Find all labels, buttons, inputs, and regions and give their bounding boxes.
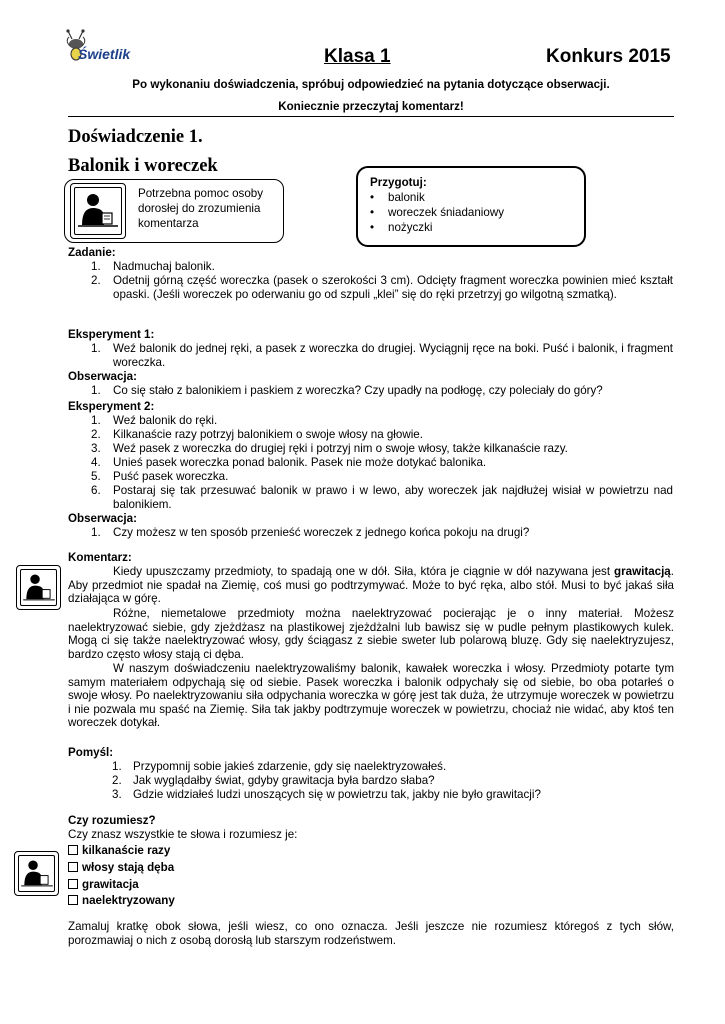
item-text: Puść pasek woreczka. <box>113 470 229 483</box>
item-text: Przypomnij sobie jakieś zdarzenie, gdy się naelektryzowałeś. <box>133 760 447 773</box>
item-text: Weź pasek z woreczka do drugiej ręki i potrzyj nim o swoje włosy, także kilkanaście razy. <box>113 442 568 455</box>
prepare-title: Przygotuj: <box>370 176 427 189</box>
obs1-heading: Obserwacja: <box>68 370 137 383</box>
item-text: Weź balonik do jednej ręki, a pasek z woreczka do drugiej. Wyciągnij ręce na boki. Puść i balonik, i fragment woreczka. <box>113 342 673 369</box>
prepare-item-label: nożyczki <box>388 221 433 234</box>
comment-keyword: grawitacją <box>614 565 671 578</box>
item-number: 1. <box>91 414 101 427</box>
swietlik-logo <box>64 28 144 72</box>
checkbox-icon[interactable] <box>68 895 78 905</box>
comment-paragraph-1 <box>68 565 674 606</box>
exp2-heading: Eksperyment 2: <box>68 400 155 413</box>
exp1-heading: Eksperyment 1: <box>68 328 155 341</box>
item-number: 1. <box>91 260 101 273</box>
adult-help-icon <box>14 851 59 896</box>
item-text: Gdzie widziałeś ludzi unoszących się w powietrzu tak, jakby nie było grawitacji? <box>133 788 541 801</box>
help-note-text: Potrzebna pomoc osoby dorosłej do zrozumienia komentarza <box>138 187 264 230</box>
comment-text: Kiedy upuszczamy przedmioty, to spadają one w dół. Siła, która je ciągnie w dół nazywana jest <box>113 565 615 578</box>
comment-paragraph-2: Różne, niemetalowe przedmioty można naelektryzować pocierając je o inny materiał. Możesz naelektryzować siebie, gdy zjeżdżasz na plastikowej zjeżdżalni lub bawisz się w pudle pełnym plastikowych kulek. Mogą ci się także naelektryzować włosy, gdy ściągasz z siebie sweter lub polarową bluzę. Gdy się naelektryzujesz, bardzo często włosy stają ci dęba. <box>68 607 674 661</box>
item-text: Kilkanaście razy potrzyj balonikiem o swoje włosy na głowie. <box>113 428 423 441</box>
adult-help-icon <box>16 565 61 610</box>
logo-text: Świetlik <box>78 46 131 62</box>
item-text: Weź balonik do ręki. <box>113 414 218 427</box>
prepare-item-label: balonik <box>388 191 425 204</box>
item-number: 2. <box>91 428 101 441</box>
item-number: 1. <box>91 384 101 397</box>
item-text: Czy możesz w ten sposób przenieść woreczek z jednego końca pokoju na drugi? <box>113 526 530 539</box>
checkbox-icon[interactable] <box>68 845 78 855</box>
item-number: 4. <box>91 456 101 469</box>
item-number: 3. <box>91 442 101 455</box>
obs2-heading: Obserwacja: <box>68 512 137 525</box>
warning-line: Koniecznie przeczytaj komentarz! <box>278 100 464 113</box>
word-label: włosy stają dęba <box>82 861 175 874</box>
item-number: 1. <box>112 760 122 773</box>
word-label: kilkanaście razy <box>82 844 171 857</box>
understand-heading: Czy rozumiesz? <box>68 814 156 827</box>
word-checkbox-row[interactable] <box>68 844 170 858</box>
class-title: Klasa 1 <box>324 46 391 67</box>
comment-text: . Aby przedmiot nie spadał na Ziemię, coś musi go podtrzymywać. Może to być ręka, albo stół. Musi to być jakaś siła działająca w górę. <box>68 565 674 606</box>
header-divider <box>68 116 674 117</box>
instruction-line: Po wykonaniu doświadczenia, spróbuj odpowiedzieć na pytania dotyczące obserwacji. <box>132 78 610 91</box>
item-number: 2. <box>112 774 122 787</box>
item-number: 3. <box>112 788 122 801</box>
item-text: Nadmuchaj balonik. <box>113 260 215 273</box>
word-label: grawitacja <box>82 878 139 891</box>
word-checkbox-row[interactable] <box>68 861 174 875</box>
adult-help-icon <box>70 183 126 239</box>
item-number: 5. <box>91 470 101 483</box>
understand-question: Czy znasz wszystkie te słowa i rozumiesz je: <box>68 828 298 841</box>
item-text: Postaraj się tak przesuwać balonik w prawo i w lewo, aby woreczek jak najdłużej wisiał w powietrzu nad balonikiem. <box>113 484 673 511</box>
item-number: 1. <box>91 526 101 539</box>
item-text: Jak wyglądałby świat, gdyby grawitacja była bardzo słaba? <box>133 774 435 787</box>
comment-paragraph-3: W naszym doświadczeniu naelektryzowaliśmy balonik, kawałek woreczka i włosy. Przedmioty potarte tym samym materiałem odpychają się od siebie. Pasek woreczka i balonik odpychały się od siebie, bo oba potarłeś o swoje włosy. Po naelektryzowaniu siła odpychania woreczka w górę jest tak duża, że utrzymuje woreczek w powietrzu i nie pozwala mu spaść na Ziemię. Siła tak jakby podtrzymuje woreczek w powietrzu, chociaż nie widać, aby ktoś ten woreczek dotykał. <box>68 662 674 730</box>
item-number: 6. <box>91 484 101 497</box>
task-heading: Zadanie: <box>68 246 116 259</box>
experiment-subtitle: Balonik i woreczek <box>68 156 218 176</box>
contest-title: Konkurs 2015 <box>546 46 671 67</box>
word-checkbox-row[interactable] <box>68 878 139 892</box>
checkbox-icon[interactable] <box>68 862 78 872</box>
prepare-item-label: woreczek śniadaniowy <box>388 206 504 219</box>
item-text: Unieś pasek woreczka ponad balonik. Pasek nie może dotykać balonika. <box>113 456 487 469</box>
comment-heading: Komentarz: <box>68 551 132 564</box>
item-number: 2. <box>91 274 101 287</box>
checkbox-icon[interactable] <box>68 879 78 889</box>
item-number: 1. <box>91 342 101 355</box>
item-text: Odetnij górną część woreczka (pasek o szerokości 3 cm). Odcięty fragment woreczka powinien mieć kształt opaski. (Jeśli woreczek po oderwaniu go od szpuli „klei” się do ręki przetrzyj go wilgotną szmatką). <box>113 274 673 301</box>
word-checkbox-row[interactable] <box>68 894 175 908</box>
item-text: Co się stało z balonikiem i paskiem z woreczka? Czy upadły na podłogę, czy poleciały do góry? <box>113 384 603 397</box>
experiment-title: Doświadczenie 1. <box>68 127 203 147</box>
understand-closing: Zamaluj kratkę obok słowa, jeśli wiesz, co ono oznacza. Jeśli jeszcze nie rozumiesz któregoś z tych słów, porozmawiaj o nich z osobą dorosłą lub starszym rodzeństwem. <box>68 920 674 947</box>
word-label: naelektryzowany <box>82 894 175 907</box>
think-heading: Pomyśl: <box>68 746 114 759</box>
